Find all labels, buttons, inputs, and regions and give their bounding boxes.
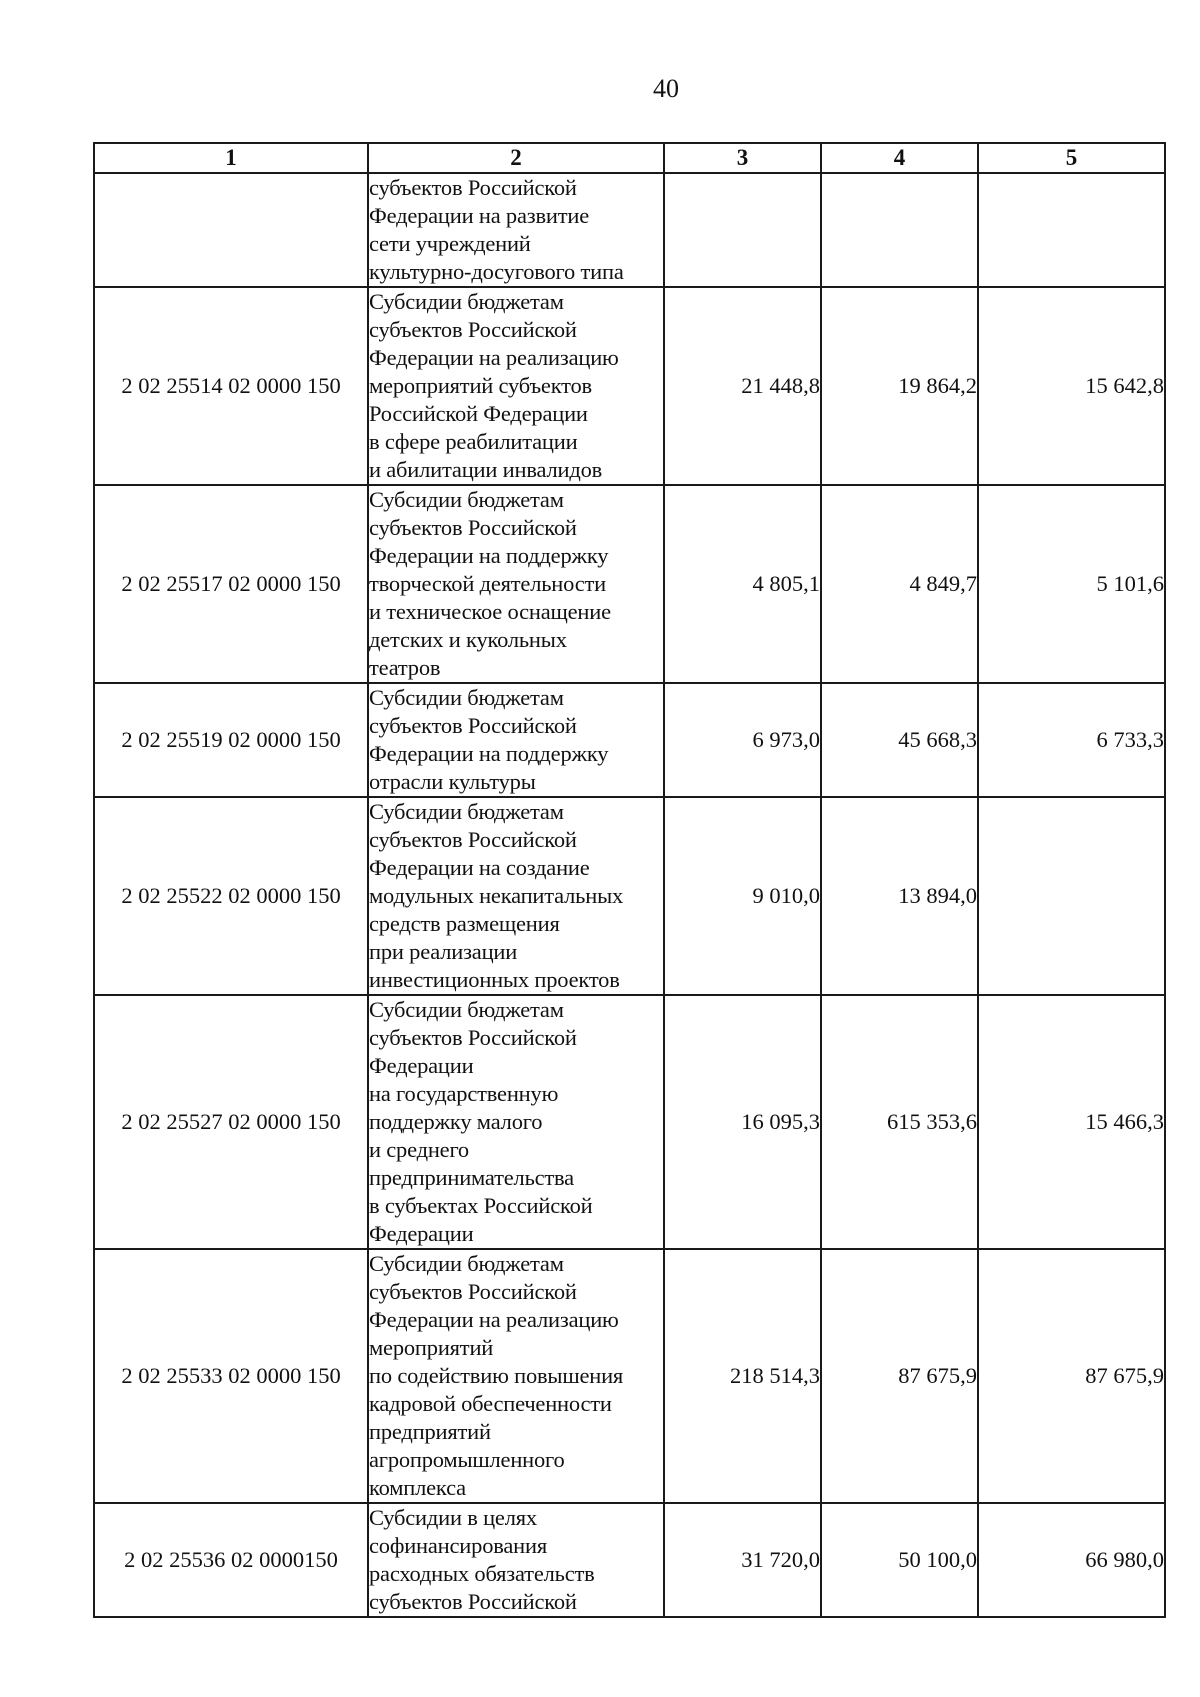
- table-row: [94, 797, 1165, 995]
- amount-col5-cell: [978, 173, 1165, 287]
- amount-col3-cell: 4 805,1: [664, 485, 821, 683]
- description-cell: [368, 1249, 664, 1503]
- description-text: Субсидии бюджетам субъектов Российской Федерации на создание модульных некапитальных средств размещения при реализации инвестиционных проектов: [369, 799, 624, 992]
- amount-col3-cell: 16 095,3: [664, 995, 821, 1249]
- amount-col3-cell: 31 720,0: [664, 1503, 821, 1617]
- description-cell: [368, 1503, 664, 1617]
- amount-col4-cell: 19 864,2: [821, 287, 978, 485]
- table-row: [94, 1503, 1165, 1617]
- column-header-1: 1: [94, 143, 368, 173]
- budget-code-cell: 2 02 25527 02 0000 150: [94, 995, 368, 1249]
- amount-col4-cell: 13 894,0: [821, 797, 978, 995]
- budget-code-cell: 2 02 25517 02 0000 150: [94, 485, 368, 683]
- amount-col5-cell: 15 642,8: [978, 287, 1165, 485]
- amount-col4-cell: 615 353,6: [821, 995, 978, 1249]
- table-row: [94, 995, 1165, 1249]
- column-header-3: 3: [664, 143, 821, 173]
- description-cell: [368, 683, 664, 797]
- table-row: [94, 1249, 1165, 1503]
- amount-col5-cell: 66 980,0: [978, 1503, 1165, 1617]
- amount-col4-cell: 50 100,0: [821, 1503, 978, 1617]
- amount-col4-cell: 45 668,3: [821, 683, 978, 797]
- column-header-5: 5: [978, 143, 1165, 173]
- amount-col4-cell: 4 849,7: [821, 485, 978, 683]
- budget-code-cell: [94, 173, 368, 287]
- budget-code-cell: 2 02 25533 02 0000 150: [94, 1249, 368, 1503]
- amount-col3-cell: 218 514,3: [664, 1249, 821, 1503]
- description-text: Субсидии бюджетам субъектов Российской Федерации на поддержку отрасли культуры: [369, 685, 609, 794]
- column-header-2: 2: [368, 143, 664, 173]
- table-row: [94, 287, 1165, 485]
- amount-col3-cell: 6 973,0: [664, 683, 821, 797]
- description-cell: [368, 485, 664, 683]
- description-text: Субсидии бюджетам субъектов Российской Федерации на реализацию мероприятий по содействию повышения кадровой обеспеченности предприятий агропромышленного комплекса: [369, 1251, 624, 1500]
- amount-col5-cell: 5 101,6: [978, 485, 1165, 683]
- table-row: [94, 173, 1165, 287]
- budget-code-cell: 2 02 25522 02 0000 150: [94, 797, 368, 995]
- amount-col3-cell: 9 010,0: [664, 797, 821, 995]
- budget-table: [93, 142, 1166, 1618]
- amount-col5-cell: [978, 797, 1165, 995]
- budget-code-cell: 2 02 25536 02 0000150: [94, 1503, 368, 1617]
- amount-col3-cell: 21 448,8: [664, 287, 821, 485]
- description-cell: [368, 797, 664, 995]
- description-text: Субсидии бюджетам субъектов Российской Федерации на государственную поддержку малого и среднего предпринимательства в субъектах Российской Федерации: [369, 997, 593, 1246]
- amount-col5-cell: 87 675,9: [978, 1249, 1165, 1503]
- description-text: субъектов Российской Федерации на развитие сети учреждений культурно-досугового типа: [369, 175, 624, 284]
- description-cell: [368, 173, 664, 287]
- column-header-4: 4: [821, 143, 978, 173]
- amount-col5-cell: 6 733,3: [978, 683, 1165, 797]
- amount-col4-cell: [821, 173, 978, 287]
- description-cell: [368, 287, 664, 485]
- amount-col3-cell: [664, 173, 821, 287]
- table-row: [94, 485, 1165, 683]
- budget-code-cell: 2 02 25519 02 0000 150: [94, 683, 368, 797]
- description-text: Субсидии бюджетам субъектов Российской Федерации на реализацию мероприятий субъектов Российской Федерации в сфере реабилитации и абилитации инвалидов: [369, 289, 619, 482]
- budget-code-cell: 2 02 25514 02 0000 150: [94, 287, 368, 485]
- amount-col5-cell: 15 466,3: [978, 995, 1165, 1249]
- description-text: Субсидии бюджетам субъектов Российской Федерации на поддержку творческой деятельности и техническое оснащение детских и кукольных театров: [369, 487, 611, 680]
- header-row: [94, 143, 1165, 173]
- description-text: Субсидии в целях софинансирования расходных обязательств субъектов Российской: [369, 1505, 595, 1614]
- table-row: [94, 683, 1165, 797]
- amount-col4-cell: 87 675,9: [821, 1249, 978, 1503]
- page-number: 40: [653, 74, 679, 103]
- description-cell: [368, 995, 664, 1249]
